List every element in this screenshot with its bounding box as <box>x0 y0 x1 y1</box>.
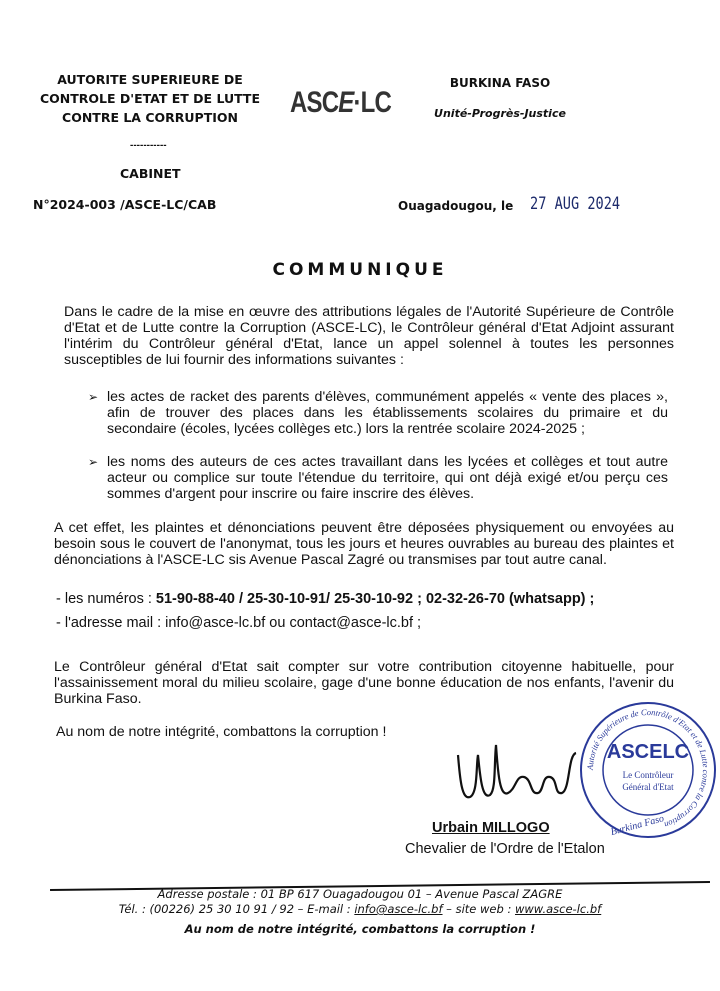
org-line: AUTORITE SUPERIEURE DE <box>57 72 243 87</box>
bullet-item <box>88 454 668 502</box>
numbers-label: - les numéros : <box>56 591 156 607</box>
complaint-paragraph: A cet effet, les plaintes et dénonciations peuvent être déposées physiquement ou envoyées au besoin sous le couvert de l'anonymat, tous les jours et heures ouvrables au bureau des plaintes et dénonciations à l'ASCE-LC sis Avenue Pascal Zagré ou transmises par tout autre canal. <box>54 520 674 568</box>
separator: ----------- <box>130 140 167 151</box>
svg-text:Burkina Faso: Burkina Faso <box>609 813 666 838</box>
handwritten-signature <box>450 735 590 810</box>
email-line: - l'adresse mail : info@asce-lc.bf ou contact@asce-lc.bf ; <box>56 615 422 631</box>
organization-name <box>30 70 270 127</box>
footer-email-link[interactable]: info@asce-lc.bf <box>354 902 443 916</box>
arrow-bullet-icon: ➢ <box>88 455 99 469</box>
bullet-text: les actes de racket des parents d'élèves, communément appelés « vente des places », afin de trouver des places dans les établissements scolaires du primaire et du secondaire (écoles, lycées collèges etc.) lors la rentrée scolaire 2024-2025 ; <box>107 389 668 437</box>
footer-tel: Tél. : (00226) 25 30 10 91 / 92 – E-mail : <box>118 902 355 916</box>
place: Ouagadougou, le <box>398 199 514 213</box>
footer-web-link[interactable]: www.asce-lc.bf <box>514 902 602 916</box>
org-line: CONTROLE D'ETAT ET DE LUTTE <box>39 91 260 106</box>
document-title: COMMUNIQUE <box>272 260 448 280</box>
arrow-bullet-icon: ➢ <box>88 390 99 404</box>
svg-text:Autorité Supérieure de Contrôl: Autorité Supérieure de Contrôle d'Etat et de Lutte contre la Corruption <box>584 706 712 831</box>
asce-lc-logo: ASCE·LC <box>290 86 392 119</box>
svg-text:ASCELC: ASCELC <box>606 741 690 763</box>
bullet-item <box>88 389 668 437</box>
intro-paragraph: Dans le cadre de la mise en œuvre des attributions légales de l'Autorité Supérieure de Contrôle d'Etat et de Lutte contre la Corruption (ASCE-LC), le Contrôleur général d'Etat Adjoint assurant l'intérim du Contrôleur général d'Etat, lance un appel solennel à toutes les personnes susceptibles de lui fournir des informations suivantes : <box>64 304 674 368</box>
footer-address: Adresse postale : 01 BP 617 Ouagadougou 01 – Avenue Pascal ZAGRE <box>157 887 563 901</box>
phone-numbers <box>56 591 594 607</box>
country-name: BURKINA FASO <box>449 76 551 90</box>
official-stamp <box>578 700 718 840</box>
signatory-name: Urbain MILLOGO <box>432 820 550 836</box>
bullet-text: les noms des auteurs de ces actes travaillant dans les lycées et collèges et tout autre acteur ou complice sur toute l'étendue du territoire, qui ont déjà exigé et/ou perçu ces sommes d'argent pour inscrire ou faire inscrire des élèves. <box>107 454 668 502</box>
reference-number: N°2024-003 /ASCE-LC/CAB <box>33 197 217 212</box>
footer-web-label: – site web : <box>442 902 515 916</box>
department: CABINET <box>120 166 181 181</box>
country-motto: Unité-Progrès-Justice <box>434 107 566 120</box>
svg-text:Le Contrôleur: Le Contrôleur <box>622 770 674 780</box>
signatory-title: Chevalier de l'Ordre de l'Etalon <box>405 841 605 857</box>
footer-contact <box>0 902 720 917</box>
date-stamp: 27 AUG 2024 <box>530 194 621 214</box>
conclusion-paragraph: Le Contrôleur général d'Etat sait compter sur votre contribution citoyenne habituelle, pour l'assainissement moral du milieu scolaire, gage d'une bonne éducation de nos enfants, l'avenir du Burkina Faso. <box>54 659 674 707</box>
closing-line: Au nom de notre intégrité, combattons la corruption ! <box>56 724 387 740</box>
footer-motto: Au nom de notre intégrité, combattons la corruption ! <box>184 922 536 936</box>
numbers-value: 51-90-88-40 / 25-30-10-91/ 25-30-10-92 ; 02-32-26-70 (whatsapp) ; <box>155 591 595 607</box>
country-header <box>410 76 590 120</box>
org-line: CONTRE LA CORRUPTION <box>62 110 238 125</box>
svg-text:Général d'Etat: Général d'Etat <box>622 782 674 792</box>
